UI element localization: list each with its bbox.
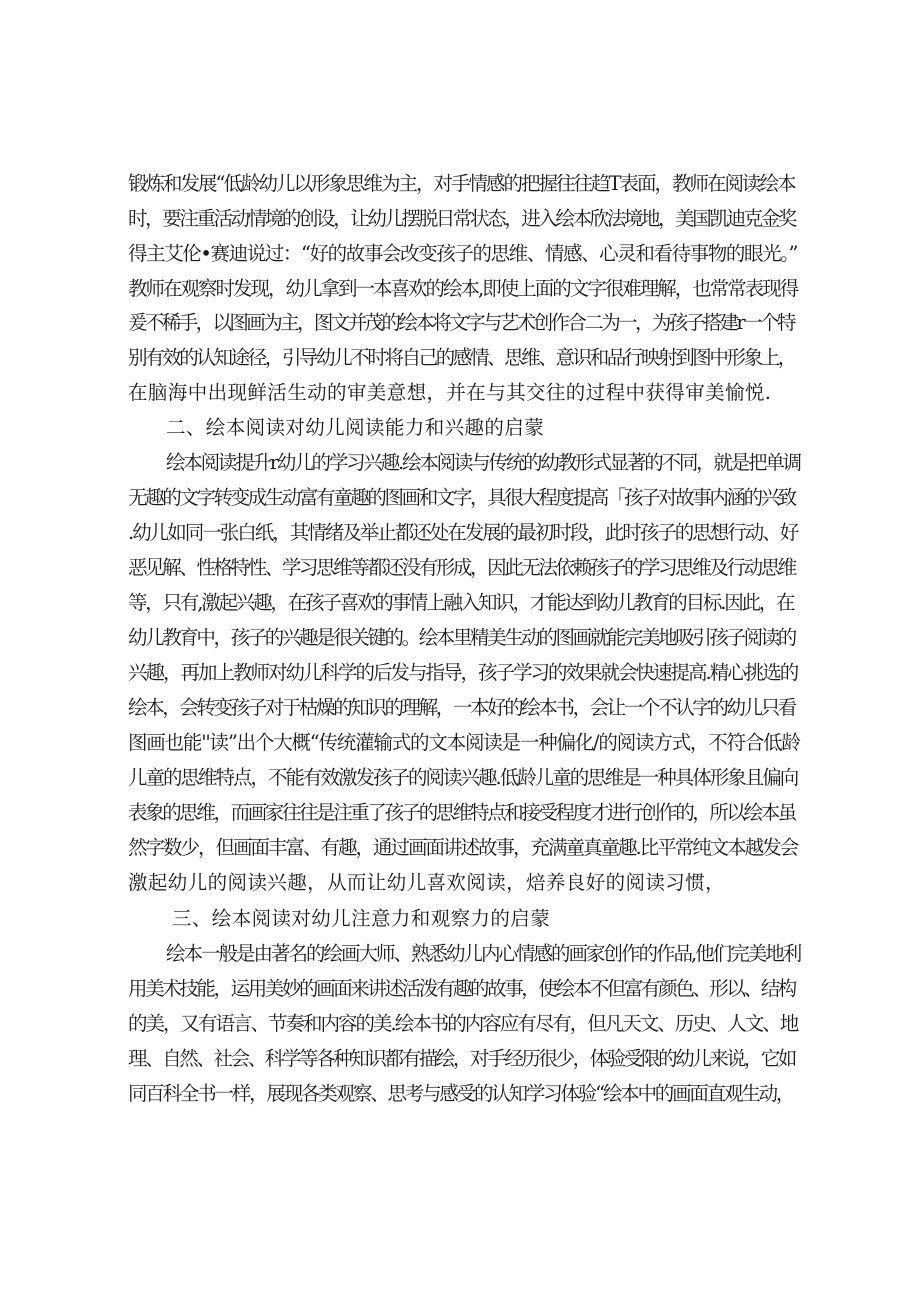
body-line-10: 无趣的文字转变成生动富有童趣的图画和文字，具很大程度提高「孩子对故事内涵的兴致 (128, 486, 795, 509)
body-line-27: 同百科全书一样，展现各类观察、思考与感受的认知学习体验“绘本中的画面直观生动， (128, 1082, 794, 1105)
body-line-11: .幼儿如同一张白纸，其情绪及举止都还处在发展的最初时段，此时孩子的思想行动、好 (128, 521, 798, 544)
section-heading-2: 二、绘本阅读对幼儿阅读能力和兴趣的启蒙 (166, 416, 545, 439)
body-line-21: 激起幼儿的阅读兴趣，从而让幼儿喜欢阅读，焙养良好的阅读习惯， (128, 871, 726, 894)
body-line-23: 绘本一般是由著名的绘画大师、熟悉幼儿内心情感的画家创作的作品,他们完美地利 (166, 942, 801, 965)
body-line-15: 兴趣，再加上教师对幼儿科学的后发与指导，孩子学习的效果就会快速提高.精心挑选的 (128, 661, 798, 684)
section-heading-3: 三、绘本阅读对幼儿注意力和观察力的启蒙 (172, 907, 551, 930)
body-line-19: 表象的思维，而画家往往是注重了孩子的思维特点和接受程度才进行创作的，所以绘本虽 (128, 801, 795, 824)
body-line-4: 教师在观察时发现，幼儿拿到一本喜欢的绘本,即使上面的文字很难理解，也常常表现得 (128, 277, 798, 300)
body-line-26: 理、自然、社会、科学等各种知识都有描绘，对手经历很少，体验受限的幼儿来说，它如 (128, 1047, 795, 1070)
body-line-9: 绘本阅读提升r幼儿的学习兴趣.绘本阅读与传统的幼教形式显著的不同，就是把单调 (166, 451, 800, 474)
body-line-13: 等，只有,激起兴趣，在孩子喜欢的事情上融入知识，才能达到幼儿教育的目标.因此，在 (128, 591, 794, 614)
body-line-1: 锻炼和发展“低龄幼儿以形象思维为主，对手情感的把握往往趋T表面，教师在阅读绘本 (128, 172, 795, 195)
body-line-3: 得主艾伦•赛迪说过：“好的故事会改变孩子的思维、情感、心灵和看待事物的眼光。” (128, 242, 798, 265)
body-line-14: 幼儿教育中，孩子的兴趣是很关键的。绘本里精美生动的图画就能完美地吸引孩子阅读的 (128, 626, 795, 649)
body-line-12: 恶见解、性格特性、学习思维等都还没有形成，因此无法依赖孩子的学习思维及行动思维 (128, 556, 795, 579)
body-line-20: 然字数少，但画面丰富、有趣，通过画面讲述故事，充满童真童趣.比平常纯文本越发会 (128, 836, 798, 859)
body-line-7: 在脑海中出现鲜活生动的审美意想，并在与其交往的过程中获得审美愉悦. (128, 381, 772, 404)
body-line-6: 别有效的认知途径，引导幼儿不时将自己的感情、思维、意识和品行映射到图中形象上， (128, 346, 795, 369)
body-line-2: 时，要注重活动情境的创设，让幼儿摆脱日常状态，进入绘本欣法境地，美国凯迪克金奖 (128, 207, 795, 230)
body-line-24: 用美术技能，运用美妙的画面来讲述活泼有趣的故事，使绘本不但富有颜色、形以、结构 (128, 977, 795, 1000)
body-line-18: 儿童的思维特点，不能有效激发孩子的阅读兴趣.低龄儿童的思维是一种具体形象且偏向 (128, 766, 798, 789)
body-line-25: 的美，又有语言、节奏和内容的美.绘本书的内容应有尽有，但凡天文、历史、人文、地 (128, 1012, 798, 1035)
body-line-16: 绘本，会转变孩子对于枯燥的知识的理解，一本好的绘本书，会让一个不认字的幼儿只看 (128, 696, 795, 719)
body-line-5: 爰不稀手，以图画为主，图文并茂的绘本将文字与艺术创作合二为一，为孩子搭建r一个特 (128, 311, 794, 334)
body-line-17: 图画也能''读”出个大概“传统灌输式的文本阅读是一种偏化/的阅读方式，不符合低龄 (128, 731, 800, 754)
